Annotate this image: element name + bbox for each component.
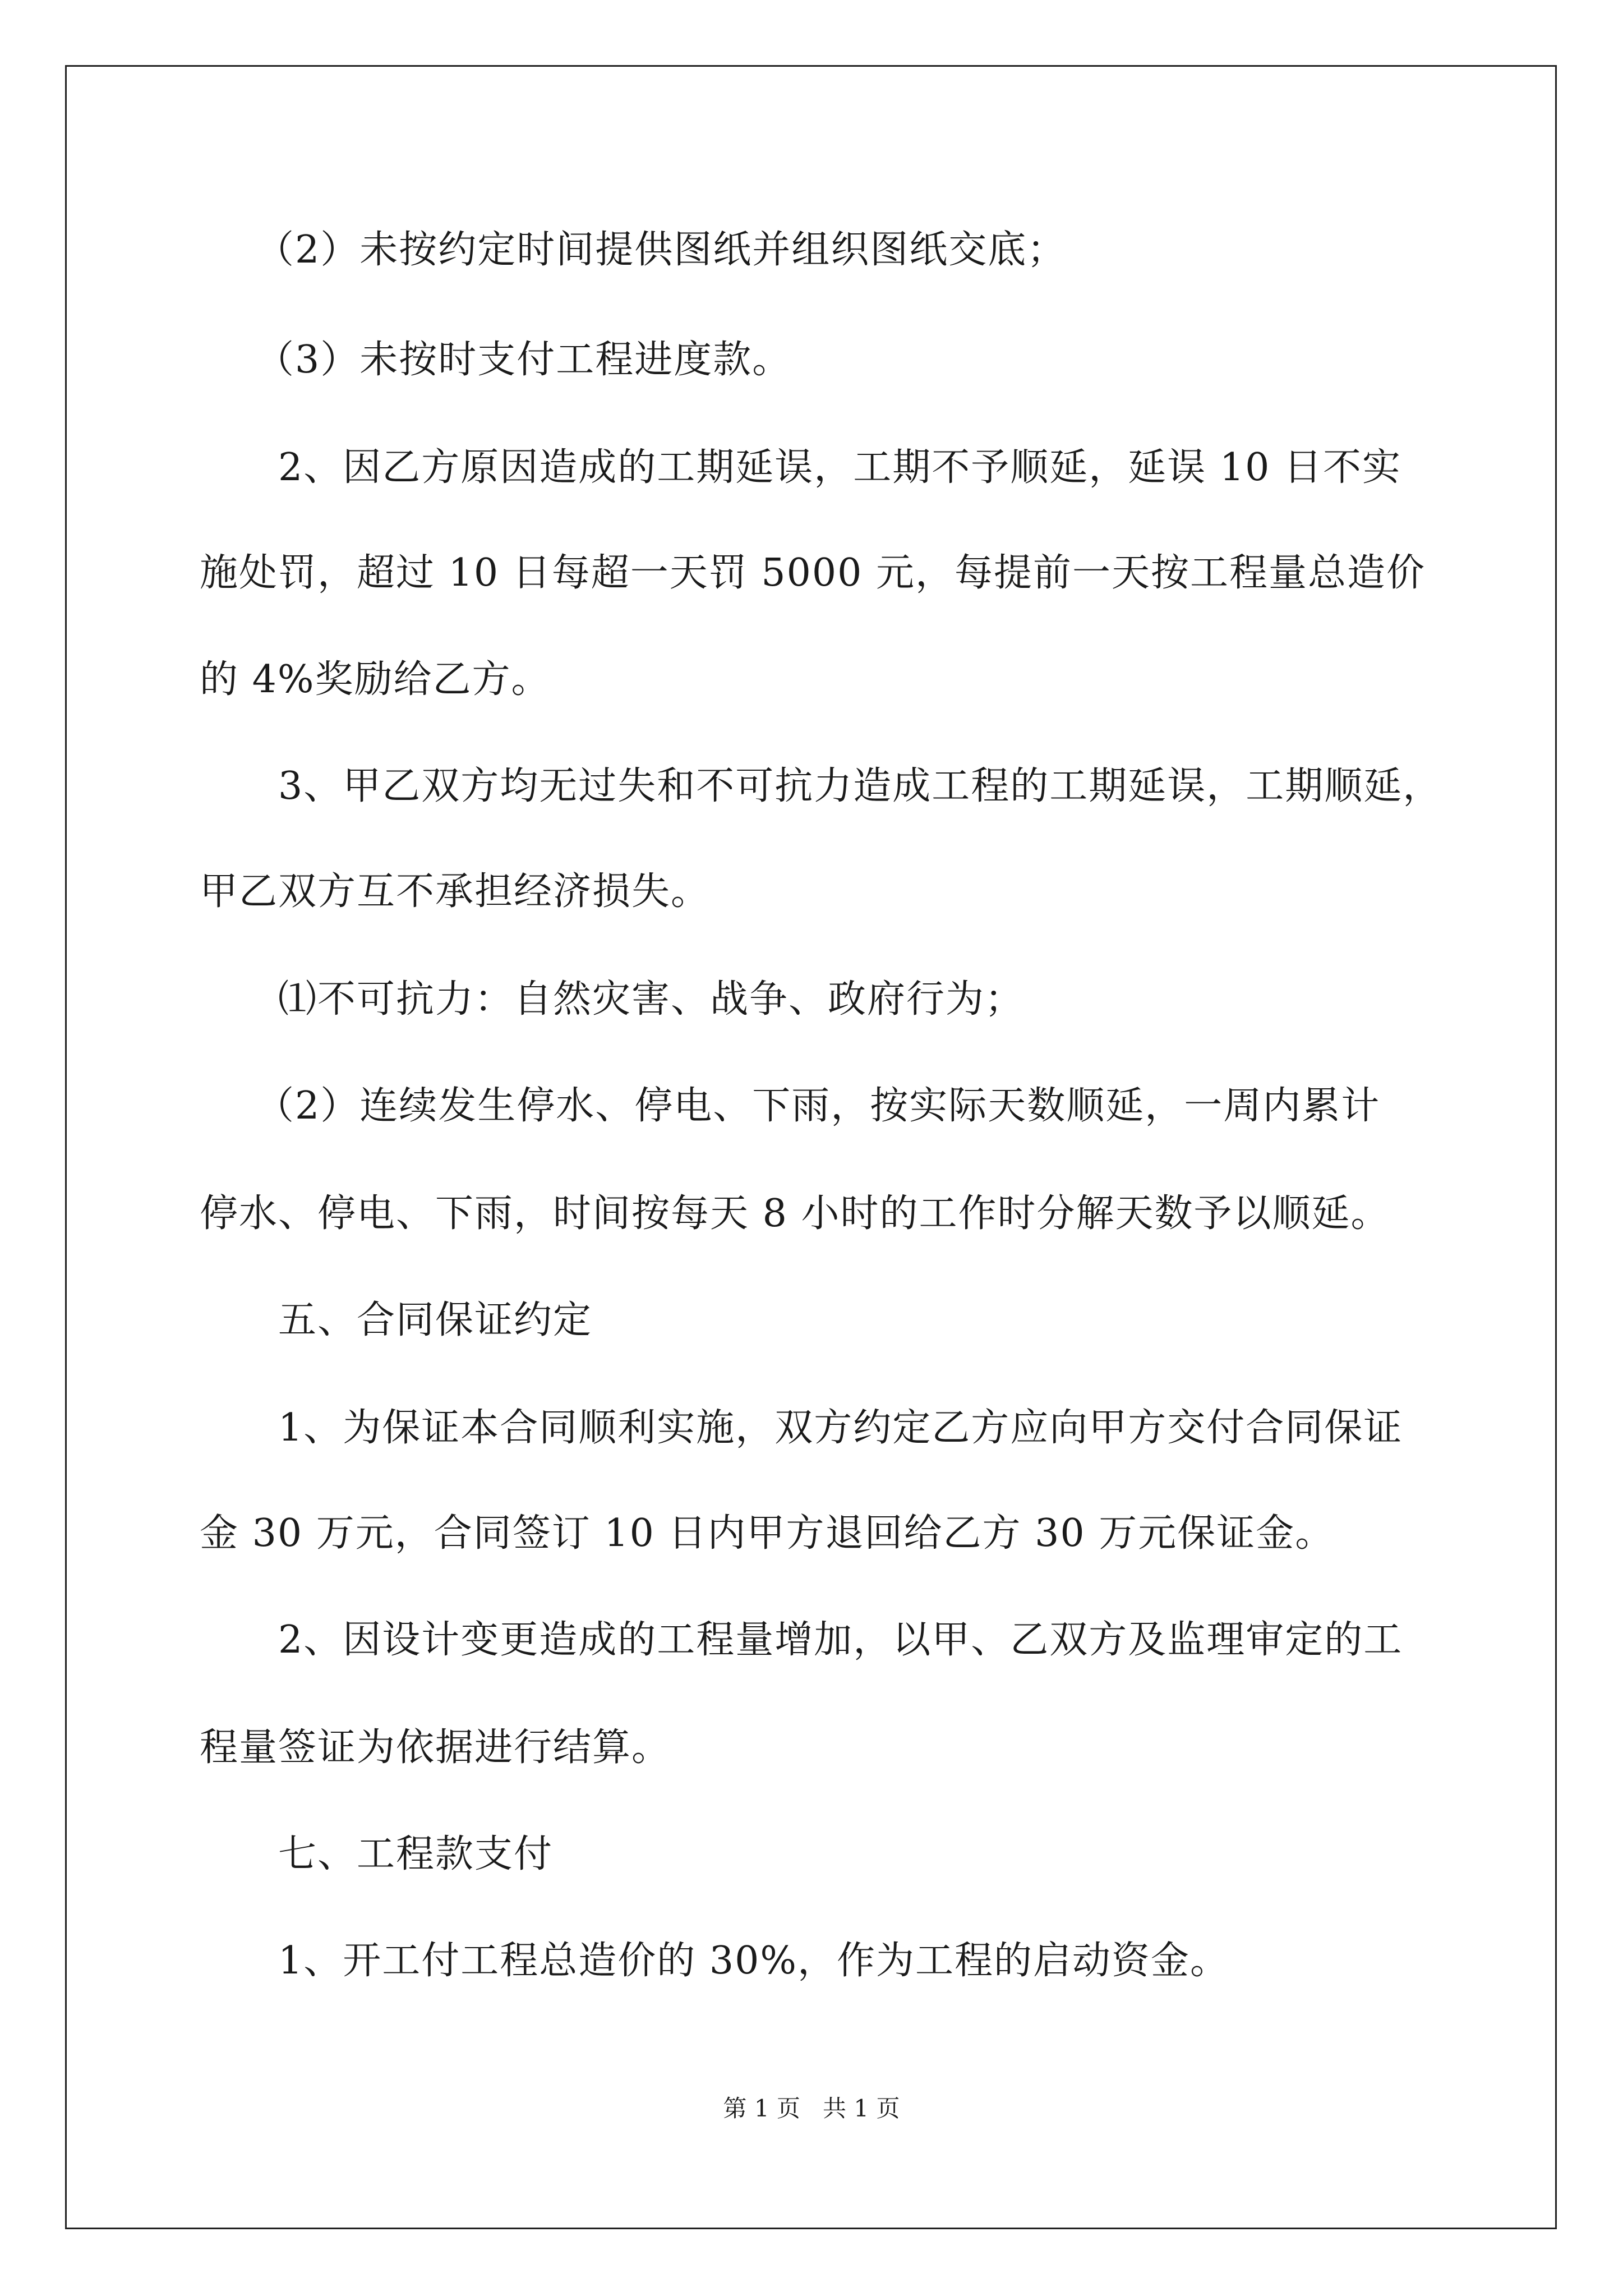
text-line: 甲乙双方互不承担经济损失。 bbox=[200, 869, 711, 914]
page-footer: 第 1 页 共 1 页 bbox=[723, 2095, 900, 2122]
text-line: 3、甲乙双方均无过失和不可抗力造成工程的工期延误，工期顺延， bbox=[278, 764, 1442, 808]
text-line: 的 4%奖励给乙方。 bbox=[200, 657, 551, 702]
text-line: 程量签证为依据进行结算。 bbox=[200, 1726, 671, 1770]
section-heading: 七、工程款支付 bbox=[278, 1832, 554, 1876]
text-line: （2）未按约定时间提供图纸并组织图纸交底； bbox=[256, 228, 1067, 272]
text-line: （3）未按时支付工程进度款。 bbox=[256, 338, 792, 382]
text-line: 停水、停电、下雨，时间按每天 8 小时的工作时分解天数予以顺延。 bbox=[200, 1191, 1390, 1236]
text-line: （2）连续发生停水、停电、下雨，按实际天数顺延，一周内累计 bbox=[256, 1084, 1381, 1128]
text-line: 2、因乙方原因造成的工期延误，工期不予顺延，延误 10 日不实 bbox=[278, 445, 1402, 490]
text-line: ⑴不可抗力：自然灾害、战争、政府行为； bbox=[278, 977, 1025, 1022]
text-line: 1、为保证本合同顺利实施，双方约定乙方应向甲方交付合同保证 bbox=[278, 1406, 1403, 1450]
section-heading: 五、合同保证约定 bbox=[278, 1298, 593, 1342]
text-line: 施处罚，超过 10 日每超一天罚 5000 元，每提前一天按工程量总造价 bbox=[200, 551, 1426, 595]
text-line: 2、因设计变更造成的工程量增加，以甲、乙双方及监理审定的工 bbox=[278, 1618, 1403, 1662]
text-line: 金 30 万元，合同签订 10 日内甲方退回给乙方 30 万元保证金。 bbox=[200, 1511, 1335, 1556]
page-border bbox=[65, 65, 1557, 2229]
text-line: 1、开工付工程总造价的 30%，作为工程的启动资金。 bbox=[278, 1939, 1230, 1983]
